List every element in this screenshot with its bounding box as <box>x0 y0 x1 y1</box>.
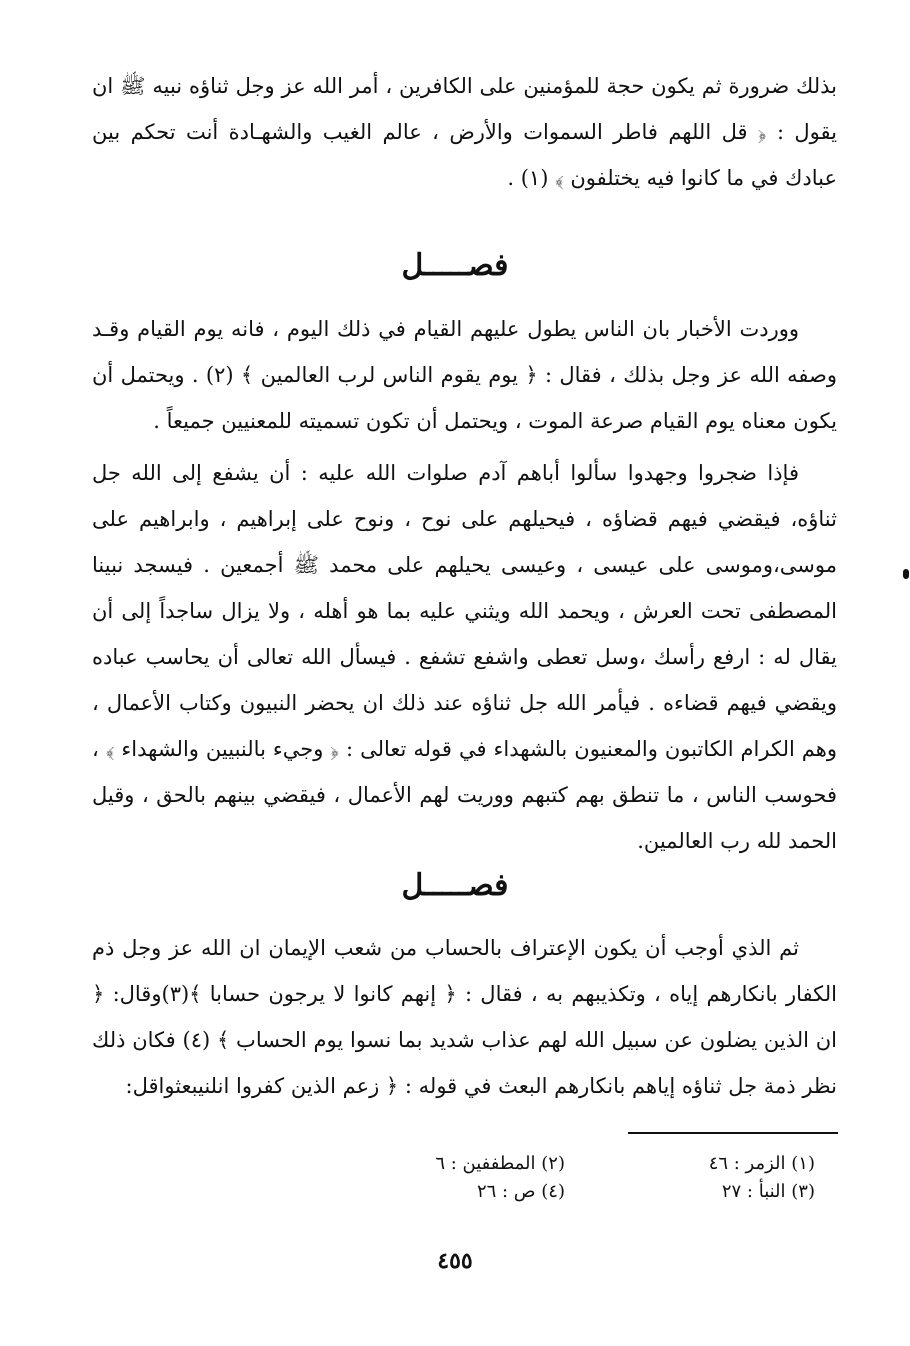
section2-paragraph-1-text: ثم الذي أوجب أن يكون الإعتراف بالحساب من شعب الإيمان ان الله عز وجل ذم الكفار بانكارهم إياه ، وتكذيبهم به ، فقال : ﴿ إنهم كانوا لا يرجون حسابا ﴾(٣)وقال: ﴿ ان الذين يضلون عن سبيل الله لهم عذاب شديد بما نسوا يوم الحساب ﴾ (٤) فكان ذلك نظر ذمة جل ثناؤه إياهم بانكارهم البعث في قوله : ﴿ زعم الذين كفروا انلنيبعثواقل: <box>92 936 838 1098</box>
footnotes <box>300 1150 815 1206</box>
footnote-row <box>300 1178 815 1206</box>
section1-paragraph-1-text: ووردت الأخبار بان الناس يطول عليهم القيام في ذلك اليوم ، فانه يوم القيام وقـد وصفه الله عز وجل بذلك ، فقال : ﴿ يوم يقوم الناس لرب العالمين ﴾ (٢) . ويحتمل أن يكون معناه يوم القيام صرعة الموت ، ويحتمل أن تكون تسميته للمعنيين جميعاً . <box>92 317 837 433</box>
section2-paragraph-1 <box>92 925 837 1109</box>
section-heading-1: فصـــــل <box>401 248 509 283</box>
section1-paragraph-2 <box>92 450 837 864</box>
margin-mark <box>903 569 909 579</box>
section1-paragraph-1 <box>92 306 837 444</box>
footnote-row <box>300 1150 815 1178</box>
intro-text: بذلك ضرورة ثم يكون حجة للمؤمنين على الكافرين ، أمر الله عز وجل ثناؤه نبيه ﷺ ان يقول : ﴿ قل اللهم فاطر السموات والأرض ، عالم الغيب والشهـادة أنت تحكم بين عبادك في ما كانوا فيه يختلفون ﴾ (١) . <box>92 74 837 190</box>
section1-paragraph-2-text: فإذا ضجروا وجهدوا سألوا أباهم آدم صلوات الله عليه : أن يشفع إلى الله جل ثناؤه، فيقضي فيهم قضاؤه ، فيحيلهم على نوح ، ونوح على إبراهيم ، وابراهيم على موسى،وموسى على عيسى ، وعيسى يحيلهم على محمد ﷺ أجمعين . فيسجد نبينا المصطفى تحت العرش ، ويحمد الله ويثني عليه بما هو أهله ، ولا يزال ساجداً إلى أن يقال له : ارفع رأسك ،وسل تعطى واشفع تشفع . فيسأل الله تعالى أن يحاسب عباده ويقضي فيهم قضاءه . فيأمر الله جل ثناؤه عند ذلك ان يحضر النبيون وكتاب الأعمال ، وهم الكرام الكاتبون والمعنيون بالشهداء في قوله تعالى : ﴿ وجيء بالنبيين والشهداء ﴾ ، فحوسب الناس ، ما تنطق بهم كتبهم ووريت لهم الأعمال ، فيقضي بينهم بالحق ، وقيل الحمد لله رب العالمين. <box>92 461 837 853</box>
page-number: ٤٥٥ <box>437 1248 473 1274</box>
footnote-divider <box>628 1132 838 1134</box>
footnote-1: (١) الزمر : ٤٦ <box>708 1153 815 1174</box>
footnote-2: (٢) المطففين : ٦ <box>435 1153 565 1174</box>
footnote-3: (٣) النبأ : ٢٧ <box>721 1181 815 1202</box>
footnote-4: (٤) ص : ٢٦ <box>476 1181 565 1202</box>
intro-paragraph <box>92 63 837 201</box>
section-heading-2: فصـــــل <box>401 868 509 903</box>
